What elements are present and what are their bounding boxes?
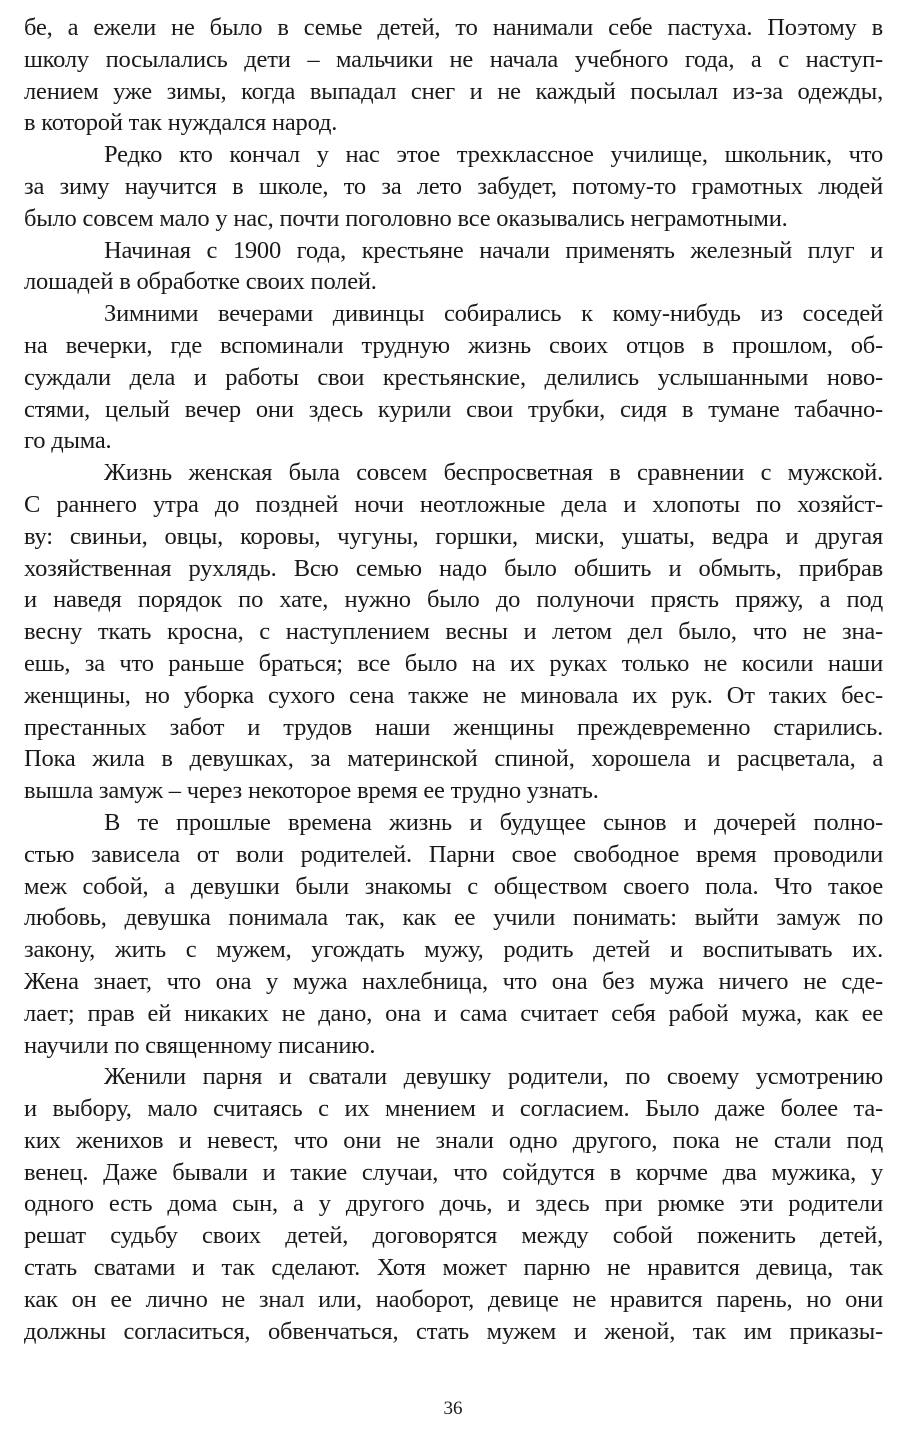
text-line: Жизнь женская была совсем беспросветная в сравнении с мужской. xyxy=(104,459,883,487)
text-line: как он ее лично не знал или, наоборот, девице не нравится парень, но они xyxy=(24,1285,883,1313)
paragraph xyxy=(24,457,883,807)
text-line: одного есть дома сын, а у другого дочь, и здесь при рюмке эти родители xyxy=(24,1190,883,1218)
page-number: 36 xyxy=(443,1398,463,1419)
text-line: на вечерки, где вспоминали трудную жизнь своих отцов в прошлом, об- xyxy=(24,331,883,359)
text-line: ешь, за что раньше браться; все было на их руках только не косили наши xyxy=(24,649,883,677)
text-line: венец. Даже бывали и такие случаи, что сойдутся в корчме два мужика, у xyxy=(24,1158,883,1186)
text-line: Зимними вечерами дивинцы собирались к кому-нибудь из соседей xyxy=(104,300,883,328)
text-line: престанных забот и трудов наши женщины преждевременно старились. xyxy=(24,713,883,741)
paragraph xyxy=(24,1061,883,1347)
text-line: Начиная с 1900 года, крестьяне начали применять железный плуг и xyxy=(104,236,883,264)
paragraph xyxy=(24,298,883,457)
text-line: ву: свиньи, овцы, коровы, чугуны, горшки, миски, ушаты, ведра и другая xyxy=(24,522,883,550)
text-line: женщины, но уборка сухого сена также не миновала их рук. От таких бес- xyxy=(24,681,883,709)
text-line: Женили парня и сватали девушку родители, по своему усмотрению xyxy=(104,1063,883,1091)
paragraph xyxy=(24,139,883,234)
text-line: суждали дела и работы свои крестьянские, делились услышанными ново- xyxy=(24,363,883,391)
text-line: Пока жила в девушках, за материнской спиной, хорошела и расцветала, а xyxy=(24,745,883,773)
text-line: школу посылались дети – мальчики не начала учебного года, а с наступ- xyxy=(24,45,883,73)
text-line: стью зависела от воли родителей. Парни свое свободное время проводили xyxy=(24,840,883,868)
text-line: Жена знает, что она у мужа нахлебница, что она без мужа ничего не сде- xyxy=(24,967,883,995)
text-line: го дыма. xyxy=(24,427,112,455)
text-line: вышла замуж – через некоторое время ее трудно узнать. xyxy=(24,777,599,805)
text-line: ких женихов и невест, что они не знали одно другого, пока не стали под xyxy=(24,1126,883,1154)
text-line: и выбору, мало считаясь с их мнением и согласием. Было даже более та- xyxy=(24,1095,883,1123)
text-line: должны согласиться, обвенчаться, стать мужем и женой, так им приказы- xyxy=(24,1317,883,1345)
text-line: в которой так нуждался народ. xyxy=(24,109,338,137)
text-line: лает; прав ей никаких не дано, она и сама считает себя рабой мужа, как ее xyxy=(24,999,883,1027)
text-line: стать сватами и так сделают. Хотя может парню не нравится девица, так xyxy=(24,1254,883,1282)
text-line: было совсем мало у нас, почти поголовно все оказывались неграмотными. xyxy=(24,204,788,232)
text-line: закону, жить с мужем, угождать мужу, родить детей и воспитывать их. xyxy=(24,936,883,964)
text-line: любовь, девушка понимала так, как ее учили понимать: выйти замуж по xyxy=(24,904,883,932)
text-line: хозяйственная рухлядь. Всю семью надо было обшить и обмыть, прибрав xyxy=(24,554,883,582)
text-line: весну ткать кросна, с наступлением весны и летом дел было, что не зна- xyxy=(24,618,883,646)
text-line: меж собой, а девушки были знакомы с обществом своего пола. Что такое xyxy=(24,872,883,900)
text-line: бе, а ежели не было в семье детей, то нанимали себе пастуха. Поэтому в xyxy=(24,14,883,41)
text-line: научили по священному писанию. xyxy=(24,1031,376,1059)
text-line: лошадей в обработке своих полей. xyxy=(24,268,377,296)
paragraph xyxy=(24,807,883,1061)
paragraph xyxy=(24,235,883,299)
text-line: В те прошлые времена жизнь и будущее сынов и дочерей полно- xyxy=(104,808,883,836)
text-line: решат судьбу своих детей, договорятся между собой поженить детей, xyxy=(24,1222,883,1250)
text-line: и наведя порядок по хате, нужно было до полуночи прясть пряжу, а под xyxy=(24,586,883,614)
text-line: Редко кто кончал у нас этое трехклассное училище, школьник, что xyxy=(104,141,883,169)
paragraph xyxy=(24,12,883,139)
text-line: С раннего утра до поздней ночи неотложные дела и хлопоты по хозяйст- xyxy=(24,490,883,518)
text-line: лением уже зимы, когда выпадал снег и не каждый посылал из-за одежды, xyxy=(24,77,883,105)
page-body xyxy=(24,12,883,1347)
text-line: за зиму научится в школе, то за лето забудет, потому-то грамотных людей xyxy=(24,172,883,200)
text-line: стями, целый вечер они здесь курили свои трубки, сидя в тумане табачно- xyxy=(24,395,883,423)
